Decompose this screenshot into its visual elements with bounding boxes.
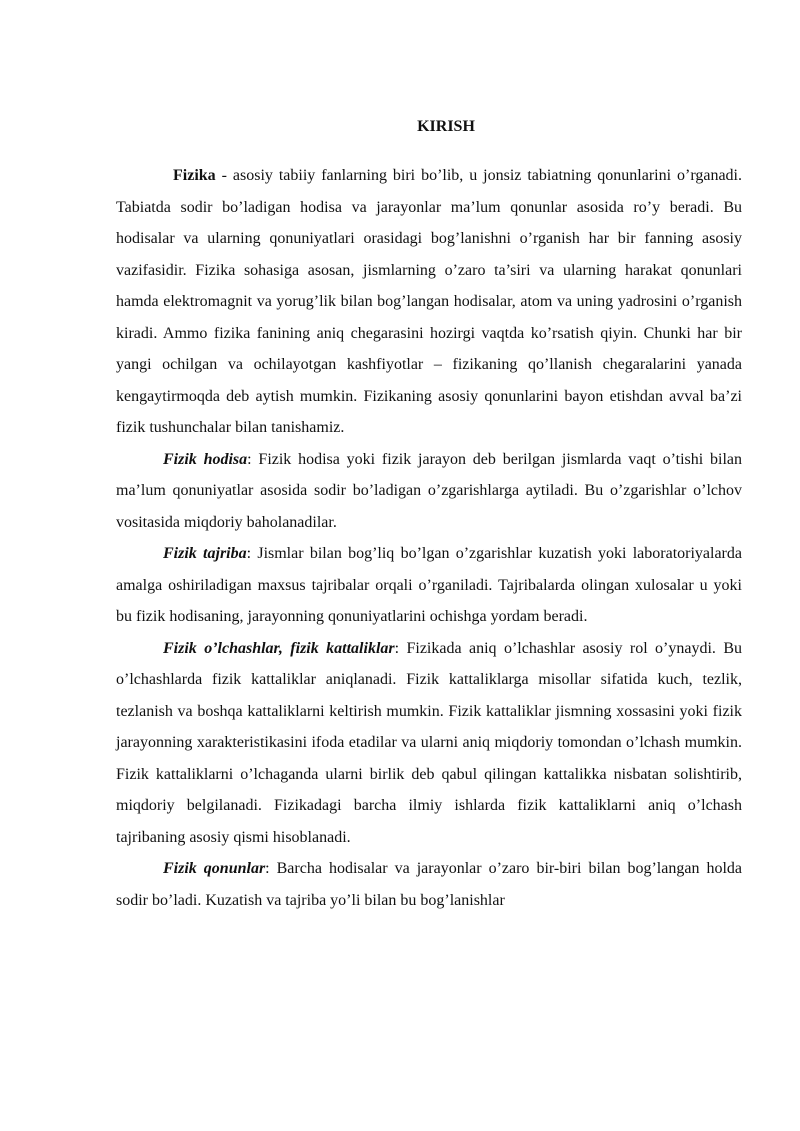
paragraph-fizik-olchashlar-text: : Fizikada aniq o’lchashlar asosiy rol o’ynaydi. Bu o’lchashlarda fizik kattaliklar aniqlanadi. Fizik kattaliklarga misollar sifatida kuch, tezlik, tezlanish va boshqa kattaliklarni keltirish mumkin. Fizik kattaliklar jismning xossasini yoki fizik jarayonning xarakteristikasini ifoda etadilar va ularni aniq miqdoriy tomondan o’lchash mumkin. Fizik kattaliklarni o’lchaganda ularni birlik deb qabul qilingan kattalikka nisbatan solishtirib, miqdoriy belgilanadi. Fizikadagi barcha ilmiy ishlarda fizik kattaliklarni aniq o’lchash tajribaning asosiy qismi hisoblanadi. [116, 639, 743, 846]
paragraph-fizika [116, 160, 742, 444]
paragraph-fizik-hodisa-text: : Fizik hodisa yoki fizik jarayon deb berilgan jismlarda vaqt o’tishi bilan ma’lum qonuniyatlar asosida sodir bo’ladigan o’zgarishlarga aytiladi. Bu o’zgarishlar o’lchov vositasida miqdoriy baholanadilar. [116, 450, 743, 531]
term-fizik-tajriba: Fizik tajriba [163, 545, 247, 562]
term-fizik-qonunlar: Fizik qonunlar [163, 860, 266, 877]
term-fizik-olchashlar: Fizik o’lchashlar, fizik kattaliklar [163, 639, 395, 657]
paragraph-fizik-qonunlar [116, 853, 742, 916]
paragraph-fizika-text: - asosiy tabiiy fanlarning biri bo’lib, u jonsiz tabiatning qonunlarini o’rganadi. Tabiatda sodir bo’ladigan hodisa va jarayonlar ma’lum qonunlar asosida ro’y beradi. Bu hodisalar va ularning qonuniyatlari orasidagi bog’lanishni o’rganish har bir fanning asosiy vazifasidir. Fizika sohasiga asosan, jismlarning o’zaro ta’siri va ularning harakat qonunlari hamda elektromagnit va yorug’lik bilan bog’langan hodisalar, atom va uning yadrosini o’rganish kiradi. Ammo fizika fanining aniq chegarasini hozirgi vaqtda ko’rsatish qiyin. Chunki har bir yangi ochilgan va ochilayotgan kashfiyotlar – fizikaning qo’llanish chegaralarini yanada kengaytirmoqda deb aytish mumkin. Fizikaning asosiy qonunlarini bayon etishdan avval ba’zi fizik tushunchalar bilan tanishamiz. [116, 167, 742, 436]
paragraph-fizik-tajriba-text: : Jismlar bilan bog’liq bo’lgan o’zgarishlar kuzatish yoki laboratoriyalarda amalga oshiriladigan maxsus tajribalar orqali o’rganiladi. Tajribalarda olingan xulosalar u yoki bu fizik hodisaning, jarayonning qonuniyatlarini ochishga yordam beradi. [116, 545, 742, 625]
page-title: KIRISH [417, 118, 475, 135]
paragraph-fizik-olchashlar [116, 633, 742, 854]
paragraph-fizik-tajriba [116, 538, 742, 633]
paragraph-fizik-hodisa [116, 444, 742, 539]
term-fizika: Fizika [173, 167, 216, 184]
term-fizik-hodisa: Fizik hodisa [163, 450, 248, 468]
paragraph-fizik-qonunlar-text: : Barcha hodisalar va jarayonlar o’zaro bir-biri bilan bog’langan holda sodir bo’ladi. Kuzatish va tajriba yo’li bilan bu bog’lanishlar [116, 860, 742, 909]
document-page [116, 114, 742, 916]
